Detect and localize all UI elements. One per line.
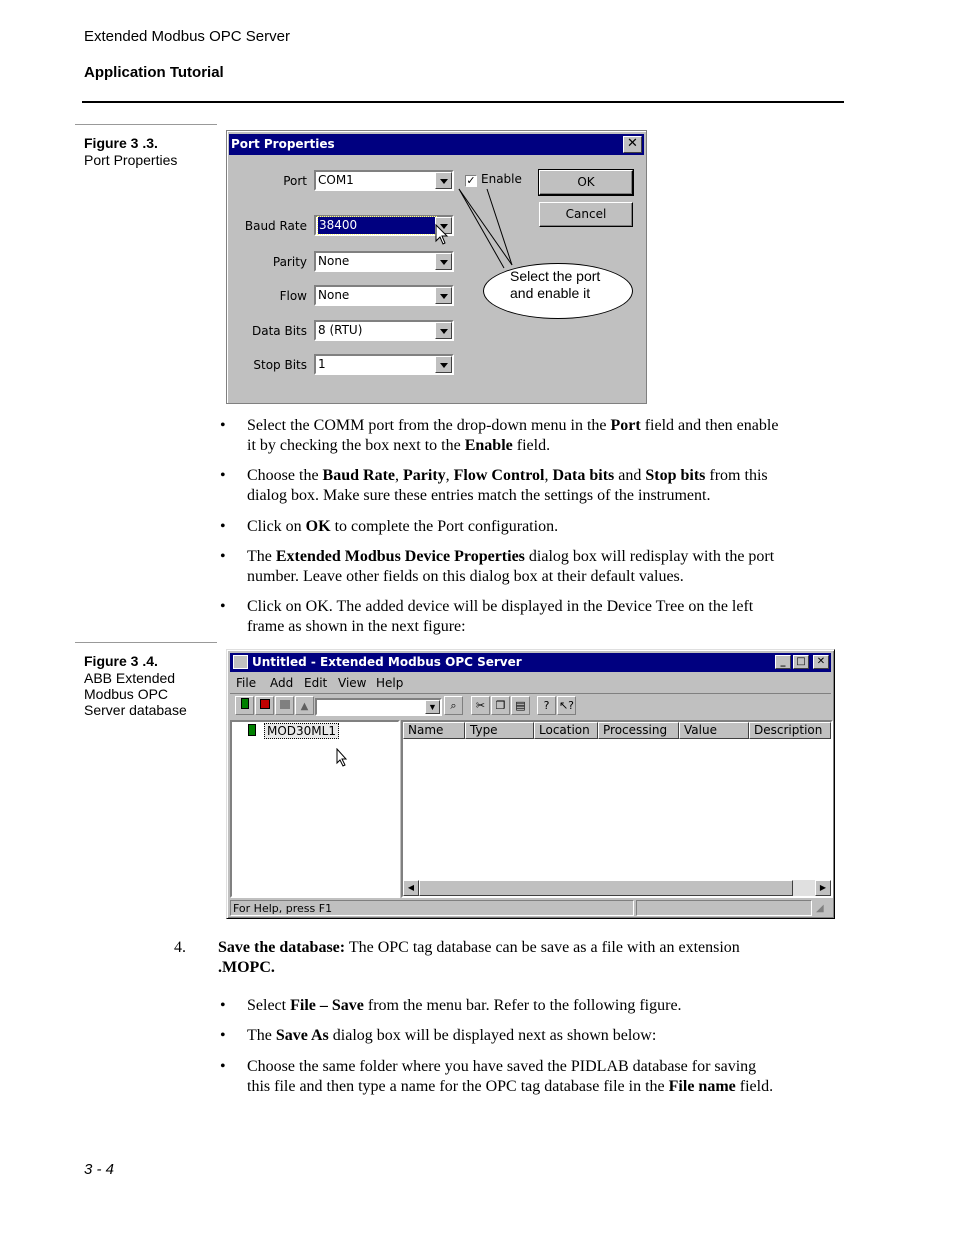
bullet-dot: • (220, 548, 226, 565)
document-title: Extended Modbus OPC Server (84, 28, 290, 45)
port-value: COM1 (318, 173, 354, 187)
data-bits-label: Data Bits (252, 324, 307, 338)
stop-bits-label: Stop Bits (253, 358, 307, 372)
caption-rule (75, 124, 217, 125)
device-tree[interactable] (230, 720, 400, 898)
menu-edit[interactable]: Edit (304, 676, 328, 690)
column-header-location[interactable]: Location (534, 722, 598, 739)
mouse-cursor (336, 748, 348, 768)
cut-icon[interactable]: ✂ (471, 696, 490, 715)
menu-view[interactable]: View (338, 676, 367, 690)
status-panel (636, 900, 812, 916)
menu-file[interactable]: File (236, 676, 257, 690)
list-item: • Click on OK to complete the Port configuration. (220, 518, 559, 535)
callout-line-2: and enable it (510, 285, 591, 301)
figure-number: Figure 3 .3. (84, 135, 158, 151)
bullet-dot: • (220, 997, 226, 1014)
parity-label: Parity (272, 255, 307, 269)
bullet-dot: • (220, 598, 226, 615)
figure-number: Figure 3 .4. (84, 653, 158, 669)
ok-button[interactable]: OK (539, 170, 633, 195)
callout-line-1: Select the port (510, 268, 601, 284)
baud-rate-value: 38400 (318, 217, 436, 234)
search-input[interactable] (315, 698, 442, 716)
properties-icon[interactable] (275, 696, 294, 715)
column-header-description[interactable]: Description (749, 722, 831, 739)
section-title: Application Tutorial (84, 64, 224, 81)
parity-value: None (318, 254, 350, 268)
about-icon[interactable]: ? (537, 696, 556, 715)
tree-item[interactable]: MOD30ML1 (264, 723, 339, 739)
minimize-icon[interactable]: _ (775, 655, 791, 669)
close-icon[interactable]: ✕ (623, 136, 642, 153)
flow-label: Flow (279, 289, 307, 303)
horizontal-scrollbar[interactable] (403, 880, 831, 896)
resize-grip-icon[interactable]: ◢ (816, 903, 824, 914)
callout-bubble (483, 263, 633, 319)
list-item: • Choose the Baud Rate, Parity, Flow Control, Data bits and Stop bits from this dialog box. Make sure these entries match the settings of the instrument. (220, 467, 768, 504)
list-item: • The Extended Modbus Device Properties dialog box will redisplay with the port number. Leave other fields on this dialog box at their default values. (220, 548, 775, 585)
step-text: Save the database: The OPC tag database can be save as a file with an extension .MOPC. (218, 939, 740, 976)
scroll-thumb[interactable] (419, 880, 793, 896)
list-item: • Select File – Save from the menu bar. Refer to the following figure. (220, 997, 682, 1014)
cancel-button[interactable]: Cancel (539, 202, 633, 227)
list-item: • Choose the same folder where you have saved the PIDLAB database for saving this file and then type a name for the OPC tag database file in the File name field. (220, 1058, 774, 1095)
column-header-value[interactable]: Value (679, 722, 749, 739)
stop-bits-value: 1 (318, 357, 326, 371)
caption-rule (75, 642, 217, 643)
bullet-dot: • (220, 467, 226, 484)
list-item: • The Save As dialog box will be displayed next as shown below: (220, 1027, 657, 1044)
step-number: 4. (174, 939, 186, 956)
close-icon[interactable]: ✕ (813, 655, 829, 669)
scroll-right-icon[interactable]: ▶ (815, 880, 831, 896)
baud-rate-label: Baud Rate (244, 219, 307, 233)
page-number: 3 - 4 (84, 1161, 115, 1178)
bullet-dot: • (220, 1058, 226, 1075)
toolbar-divider (230, 693, 831, 694)
list-item: • Click on OK. The added device will be displayed in the Device Tree on the left frame as shown in the next figure: (220, 598, 754, 635)
enable-checkbox[interactable]: ✓ (466, 175, 476, 187)
header-rule (82, 101, 844, 103)
port-properties-dialog (226, 130, 647, 404)
status-bar (230, 900, 634, 916)
flow-value: None (318, 288, 350, 302)
menu-add[interactable]: Add (270, 676, 294, 690)
scroll-left-icon[interactable]: ◀ (403, 880, 419, 896)
figure-caption: ABB Extended Modbus OPC Server database (84, 670, 187, 718)
status-text: For Help, press F1 (233, 902, 333, 915)
dialog-title: Port Properties (229, 134, 644, 155)
window-title: Untitled - Extended Modbus OPC Server _ □ ✕ (230, 653, 831, 672)
tag-list[interactable] (401, 720, 833, 898)
column-header-type[interactable]: Type (465, 722, 534, 739)
app-icon (233, 655, 248, 669)
data-bits-value: 8 (RTU) (318, 323, 363, 337)
chevron-down-icon[interactable]: ▼ (425, 700, 440, 714)
menu-help[interactable]: Help (376, 676, 404, 690)
port-label: Port (283, 174, 307, 188)
column-header-name[interactable]: Name (403, 722, 465, 739)
bullet-dot: • (220, 518, 226, 535)
bullet-dot: • (220, 417, 226, 434)
bullet-dot: • (220, 1027, 226, 1044)
list-item: • Select the COMM port from the drop-down menu in the Port field and then enable it by checking the box next to the Enable field. (220, 417, 779, 454)
enable-label: Enable (481, 172, 522, 186)
warning-icon[interactable]: ▲ (295, 696, 314, 715)
copy-icon[interactable]: ❐ (491, 696, 510, 715)
paste-icon[interactable]: ▤ (511, 696, 530, 715)
figure-caption: Port Properties (84, 152, 178, 168)
new-tag-icon[interactable] (255, 696, 274, 715)
new-device-icon[interactable] (235, 696, 254, 715)
maximize-icon[interactable]: □ (793, 655, 809, 669)
opc-server-window (226, 649, 835, 919)
device-icon (246, 724, 260, 736)
context-help-icon[interactable]: ↖? (557, 696, 576, 715)
search-icon[interactable]: ⌕ (444, 696, 463, 715)
column-header-processing[interactable]: Processing (598, 722, 679, 739)
